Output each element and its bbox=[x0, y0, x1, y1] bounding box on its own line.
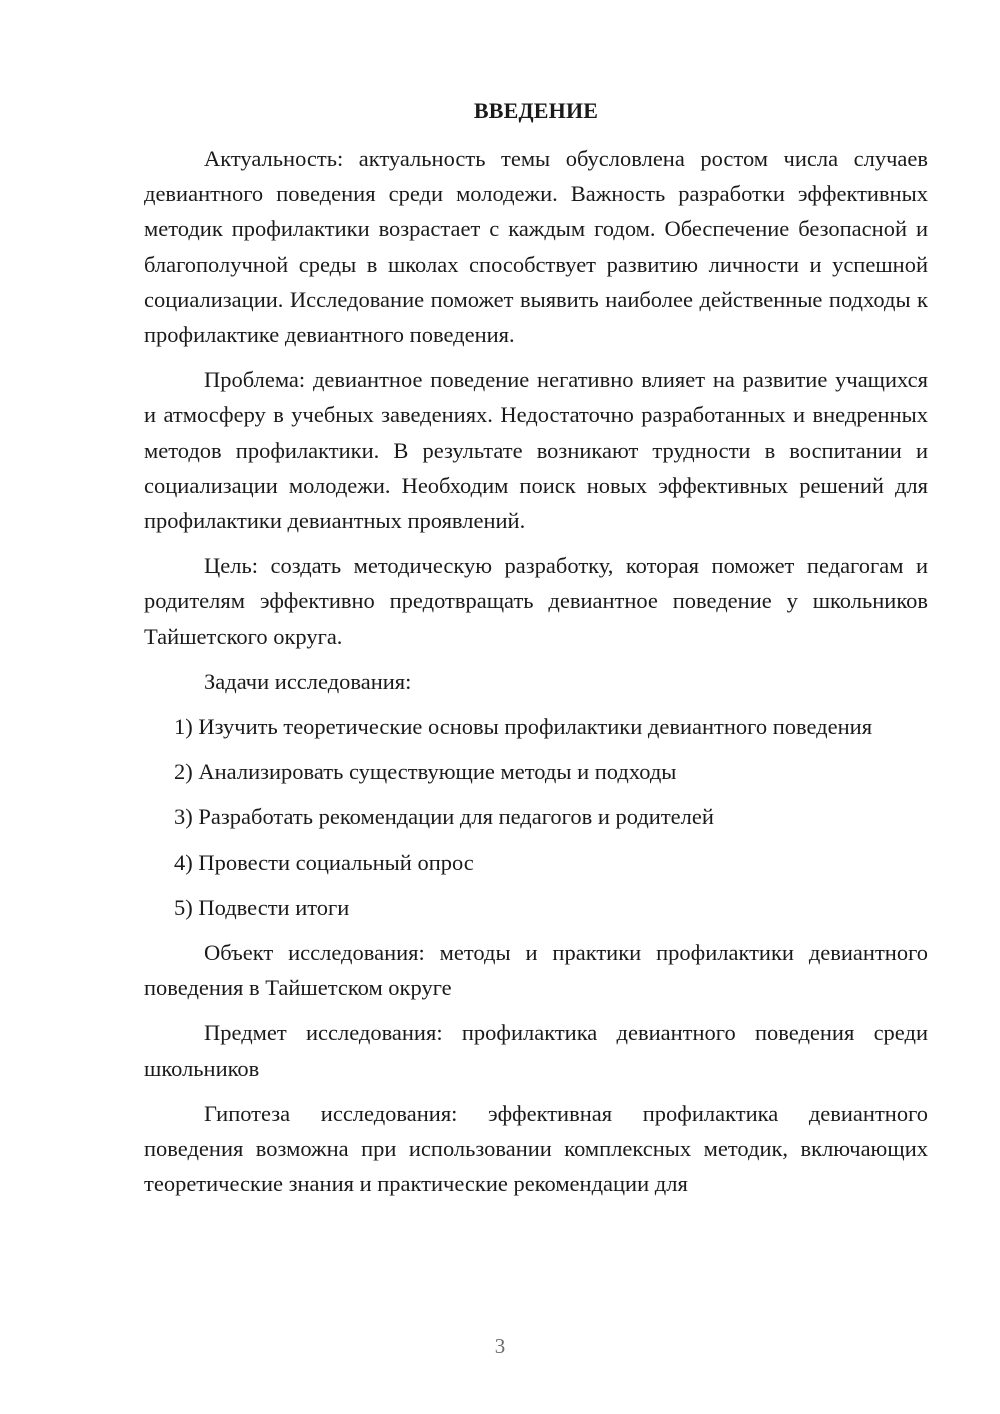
page-title: ВВЕДЕНИЕ bbox=[473, 98, 599, 123]
object-paragraph: Объект исследования: методы и практики профилактики девиантного поведения в Тайшетском округе bbox=[144, 940, 928, 1001]
task-item: 2) Анализировать существующие методы и подходы bbox=[174, 759, 677, 785]
page-number: 3 bbox=[494, 1334, 506, 1358]
page-content bbox=[144, 93, 928, 1211]
goal-paragraph: Цель: создать методическую разработку, которая поможет педагогам и родителям эффективно предотвращать девиантное поведение у школьников Тайшетского округа. bbox=[144, 553, 928, 649]
task-item: 4) Провести социальный опрос bbox=[174, 849, 474, 875]
relevance-paragraph: Актуальность: актуальность темы обусловлена ростом числа случаев девиантного поведения среди молодежи. Важность разработки эффективных методик профилактики возрастает с каждым годом. Обеспечение безопасной и благополучной среды в школах способствует развитию личности и успешной социализации. Исследование поможет выявить наиболее действенные подходы к профилактике девиантного поведения. bbox=[144, 146, 928, 348]
task-item: 3) Разработать рекомендации для педагогов и родителей bbox=[174, 804, 714, 830]
problem-paragraph: Проблема: девиантное поведение негативно влияет на развитие учащихся и атмосферу в учебных заведениях. Недостаточно разработанных и внедренных методов профилактики. В результате возникают трудности в воспитании и социализации молодежи. Необходим поиск новых эффективных решений для профилактики девиантных проявлений. bbox=[144, 367, 928, 534]
task-item: 5) Подвести итоги bbox=[174, 894, 350, 920]
tasks-list bbox=[144, 709, 928, 925]
subject-paragraph: Предмет исследования: профилактика девиантного поведения среди школьников bbox=[144, 1020, 928, 1081]
tasks-heading: Задачи исследования: bbox=[204, 668, 412, 694]
task-item: 1) Изучить теоретические основы профилактики девиантного поведения bbox=[174, 714, 873, 740]
hypothesis-paragraph: Гипотеза исследования: эффективная профилактика девиантного поведения возможна при использовании комплексных методик, включающих теоретические знания и практические рекомендации для bbox=[144, 1100, 928, 1197]
